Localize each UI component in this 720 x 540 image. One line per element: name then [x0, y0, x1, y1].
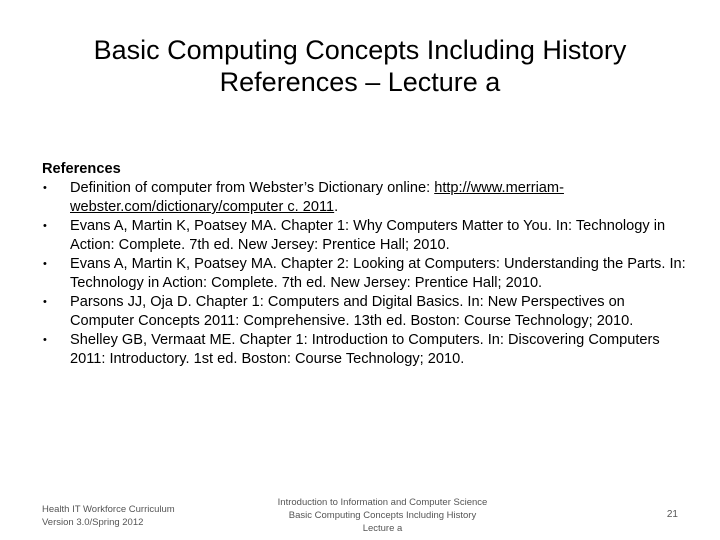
reference-text: Shelley GB, Vermaat ME. Chapter 1: Introduction to Computers. In: Discovering Computers 2011: Introductory. 1st ed. Boston: Course Technology; 2010.	[70, 332, 660, 367]
footer-curriculum-line-2: Version 3.0/Spring 2012	[42, 517, 144, 528]
reference-item	[42, 217, 692, 255]
references-list	[42, 179, 692, 369]
footer-course-info	[250, 496, 515, 535]
reference-link[interactable]: http://www.merriam-webster.com/dictionary/computer c. 2011	[70, 180, 564, 215]
footer-course-line-1: Introduction to Information and Computer Science	[277, 497, 488, 508]
slide-title-line-2: References – Lecture a	[219, 67, 501, 97]
reference-text: Evans A, Martin K, Poatsey MA. Chapter 1: Why Computers Matter to You. In: Technology in Action: Complete. 7th ed. New Jersey: Prentice Hall; 2010.	[70, 218, 666, 253]
slide-title-line-1: Basic Computing Concepts Including History	[93, 35, 627, 65]
reference-item	[42, 293, 692, 331]
reference-text: Parsons JJ, Oja D. Chapter 1: Computers and Digital Basics. In: New Perspectives on Computer Concepts 2011: Comprehensive. 13th ed. Boston: Course Technology; 2010.	[70, 294, 634, 329]
references-section	[42, 160, 692, 369]
page-number: 21	[666, 509, 678, 520]
bullet-icon: •	[43, 182, 47, 194]
references-heading: References	[42, 161, 121, 177]
reference-text: Definition of computer from Webster’s Dictionary online:	[70, 180, 435, 196]
bullet-icon: •	[43, 296, 47, 308]
footer-course-line-3: Lecture a	[362, 523, 403, 534]
bullet-icon: •	[43, 258, 47, 270]
reference-item	[42, 179, 692, 217]
slide-title	[20, 34, 700, 98]
footer-course-line-2: Basic Computing Concepts Including History	[288, 510, 477, 521]
footer-curriculum-line-1: Health IT Workforce Curriculum	[42, 504, 175, 515]
reference-item	[42, 331, 692, 369]
footer-curriculum	[42, 503, 175, 529]
bullet-icon: •	[43, 334, 47, 346]
reference-text: Evans A, Martin K, Poatsey MA. Chapter 2: Looking at Computers: Understanding the Parts. In: Technology in Action: Complete. 7th ed. New Jersey: Prentice Hall; 2010.	[70, 256, 686, 291]
reference-item	[42, 255, 692, 293]
reference-text-end: .	[334, 199, 339, 215]
bullet-icon: •	[43, 220, 47, 232]
